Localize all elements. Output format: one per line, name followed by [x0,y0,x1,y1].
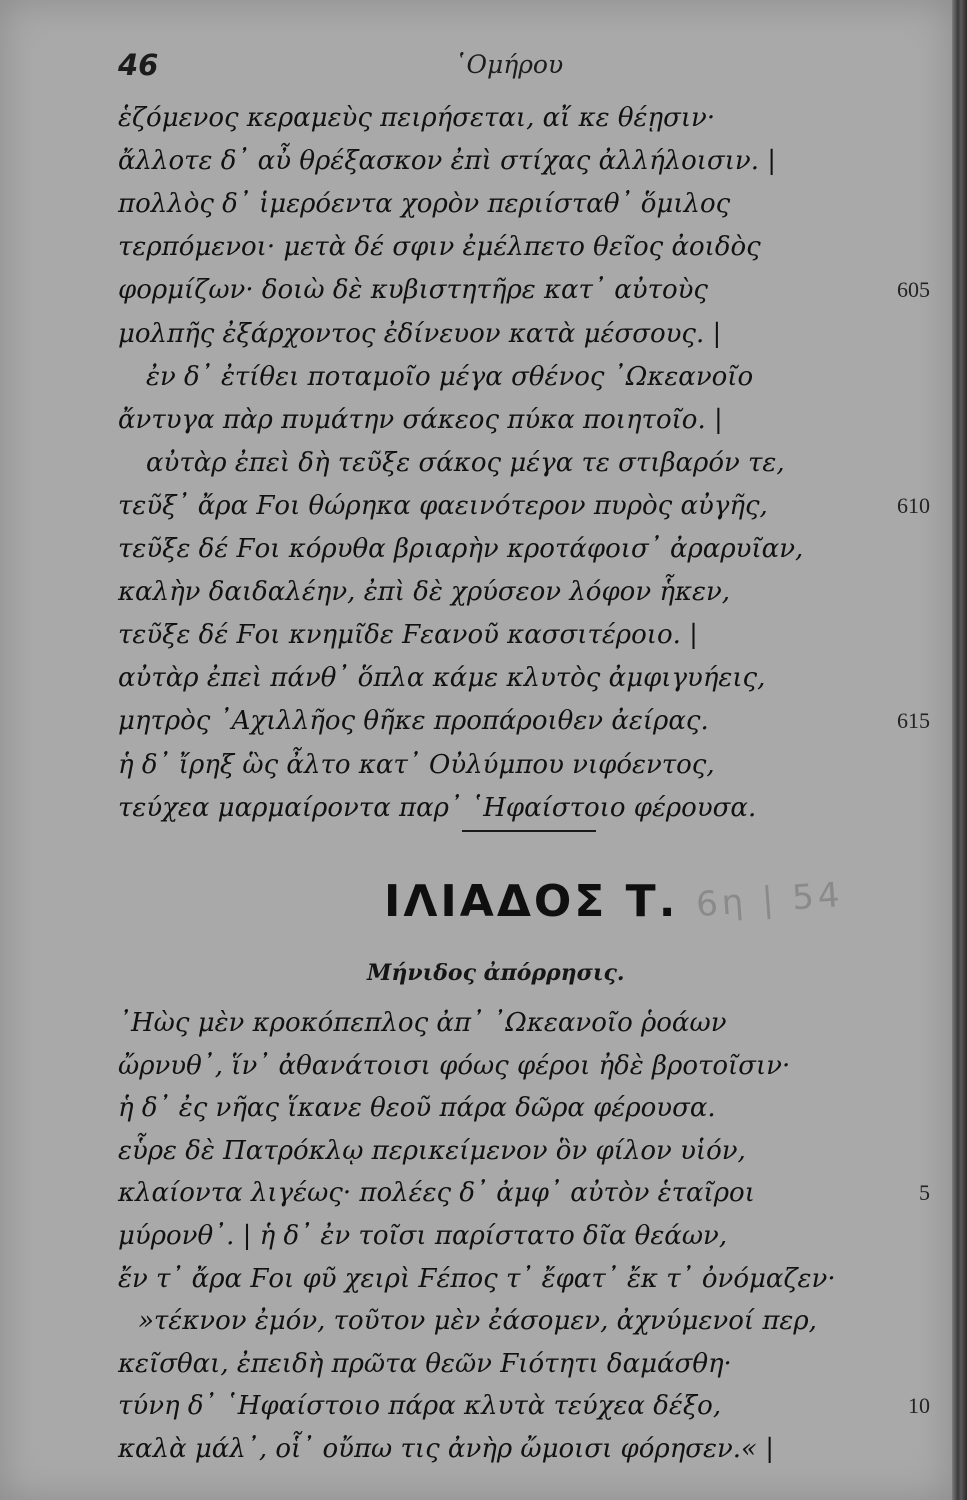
book-title: ΙΛΙΑΔΟΣ Τ. [384,876,679,927]
running-head: ῾Ομήρου [454,50,564,79]
verse-line [0,270,952,310]
page-number: 46 [118,48,159,82]
verse-line [0,1386,952,1426]
verse-line [0,529,952,569]
verse-line [0,658,952,698]
verse-line [0,227,952,267]
line-number: 10 [908,1393,930,1419]
line-number: 615 [897,708,930,734]
verse-text: φορμίζων· δοιὼ δὲ κυβιστητῆρε κατ᾽ αὐτοὺς [118,275,708,306]
verse-line [0,1131,952,1171]
verse-text: ἑζόμενος κεραμεὺς πειρήσεται, αἴ κε θέῃσιν· [118,103,716,133]
verse-line [0,184,952,224]
verse-text: καλὴν δαιδαλέην, ἐπὶ δὲ χρύσεον λόφον ἧκεν, [118,577,731,608]
verse-line [0,314,952,354]
line-number: 610 [897,492,930,518]
verse-line [0,1301,952,1341]
verse-text: τεῦξ᾽ ἄρα Ϝοι θώρηκα φαεινότερον πυρὸς αὐγῆς, [118,490,768,521]
verse-text: ἔν τ᾽ ἄρα Ϝοι φῦ χειρὶ Ϝέπος τ᾽ ἔφατ᾽ ἔκ τ᾽ ὀνόμαζεν· [118,1263,836,1294]
verse-text: μητρὸς ᾿Αχιλλῆος θῆκε προπάροιθεν ἀείρας. [118,706,709,737]
verse-text: ἄλλοτε δ᾽ αὖ θρέξασκον ἐπὶ στίχας ἀλλήλοισιν. | [118,146,777,177]
verse-line [0,788,952,828]
verse-line [0,1088,952,1128]
section-divider [462,830,596,832]
verse-text: καλὰ μάλ᾽, οἷ᾽ οὔπω τις ἀνὴρ ὤμοισι φόρησεν.« | [118,1434,774,1464]
verse-line [0,400,952,440]
verse-text: εὗρε δὲ Πατρόκλῳ περικείμενον ὃν φίλον υἱόν, [118,1135,746,1166]
verse-line [0,572,952,612]
verse-text: ὤρνυθ᾽, ἵν᾽ ἀθανάτοισι φόως φέροι ἠδὲ βροτοῖσιν· [118,1050,791,1081]
page-header [118,48,818,88]
verse-text: μολπῆς ἐξάρχοντος ἐδίνευον κατὰ μέσσους. | [118,318,722,349]
verse-text: τεύχεα μαρμαίροντα παρ᾽ ῾Ηφαίστοιο φέρουσα. [118,792,757,823]
verse-line [0,443,952,483]
verse-line [0,357,952,397]
verse-text: ἡ δ᾽ ἴρηξ ὣς ἆλτο κατ᾽ Οὐλύμπου νιφόεντος, [118,749,715,780]
verse-line [0,701,952,741]
verse-line [0,1003,952,1043]
verse-line [0,98,952,138]
verse-text: πολλὸς δ᾽ ἱμερόεντα χορὸν περιίσταθ᾽ ὅμιλος [118,189,731,220]
verse-text: τύνη δ᾽ ῾Ηφαίστοιο πάρα κλυτὰ τεύχεα δέξο, [118,1391,722,1422]
verse-line [0,1259,952,1299]
verse-line [0,1216,952,1256]
verse-line [0,615,952,655]
verse-text: κεῖσθαι, ἐπειδὴ πρῶτα θεῶν Ϝιότητι δαμάσθη· [118,1348,732,1379]
verse-text: τεῦξε δέ Ϝοι κόρυθα βριαρὴν κροτάφοισ᾽ ἀραρυῖαν, [118,534,804,564]
verse-line [0,141,952,181]
book-spine-edge [952,0,967,1500]
verse-text: ἐν δ᾽ ἐτίθει ποταμοῖο μέγα σθένος ᾿Ωκεανοῖο [146,361,754,392]
verse-line [0,1344,952,1384]
verse-line [0,745,952,785]
verse-text: »τέκνον ἐμόν, τοῦτον μὲν ἐάσομεν, ἀχνύμενοί περ, [138,1306,817,1337]
handwritten-shelfmark: 6η | 54 [694,874,845,926]
verse-text: τεῦξε δέ Ϝοι κνημῖδε Ϝεανοῦ κασσιτέροιο. | [118,620,698,651]
line-number: 5 [919,1180,930,1206]
book-subtitle: Μήνιδος ἀπόρρησις. [367,960,625,986]
verse-text: αὐτὰρ ἐπεὶ πάνθ᾽ ὅπλα κάμε κλυτὸς ἀμφιγυήεις, [118,663,766,694]
verse-text: ἄντυγα πὰρ πυμάτην σάκεος πύκα ποιητοῖο. | [118,404,723,435]
verse-text: ᾿Ηὼς μὲν κροκόπεπλος ἀπ᾽ ᾿Ωκεανοῖο ῥοάων [118,1008,727,1038]
verse-text: αὐτὰρ ἐπεὶ δὴ τεῦξε σάκος μέγα τε στιβαρόν τε, [146,447,785,478]
verse-text: κλαίοντα λιγέως· πολέες δ᾽ ἀμφ᾽ αὐτὸν ἑταῖροι [118,1178,755,1209]
verse-line [0,486,952,526]
verse-line [0,1429,952,1469]
verse-text: ἡ δ᾽ ἐς νῆας ἵκανε θεοῦ πάρα δῶρα φέρουσα. [118,1093,716,1124]
verse-text: τερπόμενοι· μετὰ δέ σφιν ἐμέλπετο θεῖος ἀοιδὸς [118,232,761,263]
verse-text: μύρονθ᾽. | ἡ δ᾽ ἐν τοῖσι παρίστατο δῖα θεάων, [118,1221,728,1251]
verse-line [0,1046,952,1086]
line-number: 605 [897,277,930,303]
verse-line [0,1173,952,1213]
